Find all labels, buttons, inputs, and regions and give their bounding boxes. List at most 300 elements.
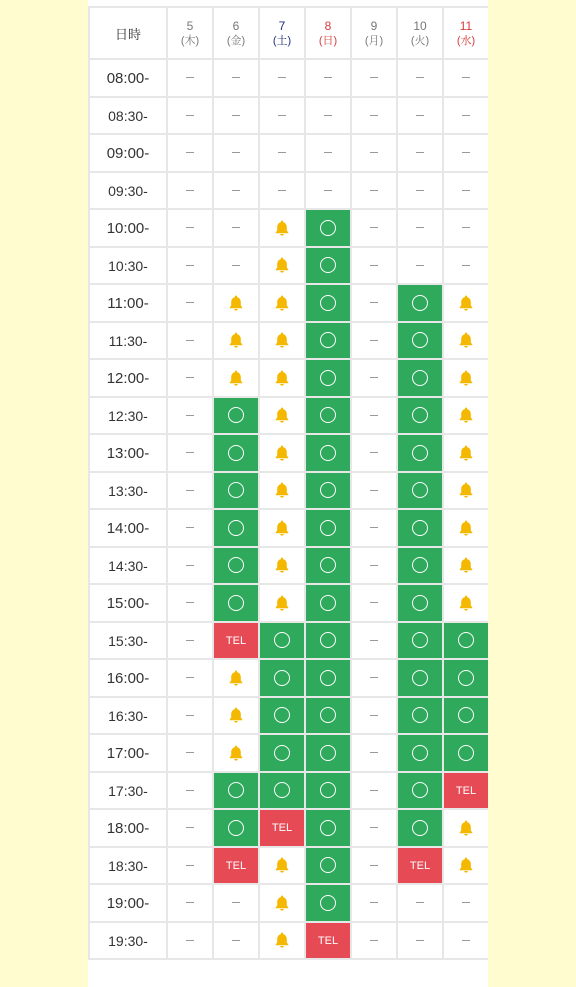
day-number: 9 bbox=[370, 19, 378, 33]
slot-unavailable bbox=[167, 922, 213, 959]
bell-icon bbox=[457, 406, 475, 424]
dash-icon bbox=[416, 77, 424, 78]
slot-available[interactable] bbox=[305, 884, 351, 922]
day-weekday: (水) bbox=[456, 35, 476, 47]
dash-icon bbox=[186, 940, 194, 941]
slot-available[interactable] bbox=[305, 397, 351, 434]
dash-icon bbox=[232, 265, 240, 266]
day-weekday: (木) bbox=[180, 35, 200, 47]
slot-tel[interactable] bbox=[397, 847, 443, 884]
dash-icon bbox=[186, 752, 194, 753]
dash-icon bbox=[370, 640, 378, 641]
slot-available[interactable] bbox=[397, 397, 443, 434]
slot-waitlist[interactable] bbox=[259, 322, 305, 359]
dash-icon bbox=[186, 490, 194, 491]
slot-waitlist[interactable] bbox=[259, 547, 305, 584]
circle-icon bbox=[320, 745, 336, 761]
dash-icon bbox=[370, 340, 378, 341]
slot-available[interactable] bbox=[213, 472, 259, 509]
tel-label: TEL bbox=[271, 822, 293, 834]
dash-icon bbox=[370, 790, 378, 791]
slot-waitlist[interactable] bbox=[213, 734, 259, 772]
slot-unavailable bbox=[213, 884, 259, 922]
time-label: 12:30- bbox=[89, 397, 167, 434]
circle-icon bbox=[412, 370, 428, 386]
slot-unavailable bbox=[167, 547, 213, 584]
slot-tel[interactable] bbox=[213, 847, 259, 884]
circle-icon bbox=[320, 557, 336, 573]
time-row bbox=[89, 134, 488, 172]
slot-available[interactable] bbox=[305, 659, 351, 697]
slot-waitlist[interactable] bbox=[443, 397, 488, 434]
slot-available[interactable] bbox=[305, 434, 351, 472]
slot-unavailable bbox=[167, 247, 213, 284]
dash-icon bbox=[370, 752, 378, 753]
slot-available[interactable] bbox=[397, 809, 443, 847]
circle-icon bbox=[320, 820, 336, 836]
dash-icon bbox=[370, 490, 378, 491]
circle-icon bbox=[412, 407, 428, 423]
bell-icon bbox=[227, 706, 245, 724]
time-label: 18:00- bbox=[89, 809, 167, 847]
slot-waitlist[interactable] bbox=[443, 472, 488, 509]
circle-icon bbox=[320, 220, 336, 236]
tel-label: TEL bbox=[225, 634, 247, 647]
dash-icon bbox=[370, 865, 378, 866]
circle-icon bbox=[228, 445, 244, 461]
slot-unavailable bbox=[167, 172, 213, 209]
time-label: 10:00- bbox=[89, 209, 167, 247]
slot-waitlist[interactable] bbox=[213, 697, 259, 734]
slot-unavailable bbox=[397, 209, 443, 247]
slot-available[interactable] bbox=[259, 734, 305, 772]
circle-icon bbox=[228, 520, 244, 536]
slot-available[interactable] bbox=[397, 772, 443, 809]
day-weekday: (土) bbox=[272, 35, 292, 47]
slot-waitlist[interactable] bbox=[259, 397, 305, 434]
dash-icon bbox=[232, 77, 240, 78]
slot-unavailable bbox=[213, 172, 259, 209]
circle-icon bbox=[320, 632, 336, 648]
circle-icon bbox=[228, 595, 244, 611]
dash-icon bbox=[370, 377, 378, 378]
time-label: 17:30- bbox=[89, 772, 167, 809]
day-header-8 bbox=[305, 7, 351, 59]
slot-unavailable bbox=[443, 884, 488, 922]
slot-waitlist[interactable] bbox=[443, 809, 488, 847]
day-header-10 bbox=[397, 7, 443, 59]
dash-icon bbox=[186, 115, 194, 116]
slot-unavailable bbox=[167, 97, 213, 134]
slot-waitlist[interactable] bbox=[213, 659, 259, 697]
circle-icon bbox=[274, 670, 290, 686]
slot-waitlist[interactable] bbox=[213, 322, 259, 359]
dash-icon bbox=[370, 190, 378, 191]
circle-icon bbox=[228, 782, 244, 798]
time-label: 08:30- bbox=[89, 97, 167, 134]
slot-unavailable bbox=[351, 547, 397, 584]
dash-icon bbox=[232, 902, 240, 903]
slot-waitlist[interactable] bbox=[213, 359, 259, 397]
circle-icon bbox=[320, 857, 336, 873]
slot-waitlist[interactable] bbox=[443, 434, 488, 472]
circle-icon bbox=[458, 632, 474, 648]
slot-unavailable bbox=[397, 97, 443, 134]
slot-available[interactable] bbox=[305, 284, 351, 322]
time-label: 15:30- bbox=[89, 622, 167, 659]
slot-waitlist[interactable] bbox=[259, 847, 305, 884]
slot-unavailable bbox=[167, 472, 213, 509]
slot-unavailable bbox=[305, 59, 351, 97]
slot-waitlist[interactable] bbox=[259, 922, 305, 959]
circle-icon bbox=[412, 745, 428, 761]
day-header-6 bbox=[213, 7, 259, 59]
slot-unavailable bbox=[397, 172, 443, 209]
time-row bbox=[89, 697, 488, 734]
slot-available[interactable] bbox=[259, 622, 305, 659]
slot-available[interactable] bbox=[213, 509, 259, 547]
time-label: 13:00- bbox=[89, 434, 167, 472]
slot-tel[interactable] bbox=[443, 772, 488, 809]
slot-available[interactable] bbox=[305, 322, 351, 359]
slot-available[interactable] bbox=[213, 397, 259, 434]
slot-tel[interactable] bbox=[213, 622, 259, 659]
slot-unavailable bbox=[443, 247, 488, 284]
time-label: 15:00- bbox=[89, 584, 167, 622]
time-row bbox=[89, 734, 488, 772]
slot-unavailable bbox=[443, 922, 488, 959]
bell-icon bbox=[273, 894, 291, 912]
slot-available[interactable] bbox=[305, 472, 351, 509]
slot-waitlist[interactable] bbox=[259, 472, 305, 509]
slot-unavailable bbox=[351, 847, 397, 884]
slot-waitlist[interactable] bbox=[443, 322, 488, 359]
dash-icon bbox=[370, 527, 378, 528]
circle-icon bbox=[412, 707, 428, 723]
slot-unavailable bbox=[443, 172, 488, 209]
slot-unavailable bbox=[351, 884, 397, 922]
bell-icon bbox=[457, 594, 475, 612]
day-number: 11 bbox=[459, 19, 473, 33]
slot-available[interactable] bbox=[305, 547, 351, 584]
bell-icon bbox=[227, 294, 245, 312]
dash-icon bbox=[416, 265, 424, 266]
slot-available[interactable] bbox=[443, 734, 488, 772]
dash-icon bbox=[370, 677, 378, 678]
dash-icon bbox=[186, 190, 194, 191]
bell-icon bbox=[227, 331, 245, 349]
time-row bbox=[89, 209, 488, 247]
circle-icon bbox=[320, 707, 336, 723]
dash-icon bbox=[186, 527, 194, 528]
dash-icon bbox=[186, 77, 194, 78]
slot-unavailable bbox=[351, 734, 397, 772]
time-label: 09:00- bbox=[89, 134, 167, 172]
time-row bbox=[89, 284, 488, 322]
slot-available[interactable] bbox=[397, 509, 443, 547]
slot-unavailable bbox=[397, 134, 443, 172]
slot-available[interactable] bbox=[213, 434, 259, 472]
slot-waitlist[interactable] bbox=[443, 359, 488, 397]
slot-unavailable bbox=[213, 922, 259, 959]
slot-unavailable bbox=[351, 472, 397, 509]
dash-icon bbox=[370, 602, 378, 603]
slot-available[interactable] bbox=[305, 847, 351, 884]
dash-icon bbox=[278, 115, 286, 116]
slot-available[interactable] bbox=[213, 772, 259, 809]
dash-icon bbox=[186, 340, 194, 341]
circle-icon bbox=[412, 520, 428, 536]
slot-available[interactable] bbox=[397, 322, 443, 359]
circle-icon bbox=[274, 632, 290, 648]
dash-icon bbox=[186, 827, 194, 828]
slot-unavailable bbox=[167, 697, 213, 734]
circle-icon bbox=[228, 557, 244, 573]
slot-available[interactable] bbox=[305, 359, 351, 397]
bell-icon bbox=[273, 931, 291, 949]
dash-icon bbox=[278, 152, 286, 153]
day-number: 10 bbox=[413, 19, 427, 33]
dash-icon bbox=[324, 152, 332, 153]
slot-unavailable bbox=[167, 134, 213, 172]
dash-icon bbox=[232, 940, 240, 941]
slot-available[interactable] bbox=[305, 809, 351, 847]
slot-available[interactable] bbox=[397, 659, 443, 697]
slot-unavailable bbox=[259, 97, 305, 134]
day-header-5 bbox=[167, 7, 213, 59]
day-number: 7 bbox=[278, 19, 286, 33]
time-row bbox=[89, 547, 488, 584]
bell-icon bbox=[457, 369, 475, 387]
dash-icon bbox=[278, 190, 286, 191]
slot-waitlist[interactable] bbox=[443, 584, 488, 622]
dash-icon bbox=[370, 940, 378, 941]
slot-available[interactable] bbox=[259, 772, 305, 809]
slot-available[interactable] bbox=[305, 697, 351, 734]
dash-icon bbox=[416, 902, 424, 903]
slot-available[interactable] bbox=[397, 284, 443, 322]
dash-icon bbox=[370, 452, 378, 453]
time-label: 11:30- bbox=[89, 322, 167, 359]
slot-unavailable bbox=[351, 509, 397, 547]
time-row bbox=[89, 397, 488, 434]
circle-icon bbox=[412, 445, 428, 461]
time-label: 13:30- bbox=[89, 472, 167, 509]
time-label: 16:00- bbox=[89, 659, 167, 697]
slot-tel[interactable] bbox=[305, 922, 351, 959]
slot-unavailable bbox=[167, 59, 213, 97]
dash-icon bbox=[232, 190, 240, 191]
dash-icon bbox=[370, 415, 378, 416]
dash-icon bbox=[324, 115, 332, 116]
slot-available[interactable] bbox=[305, 247, 351, 284]
slot-available[interactable] bbox=[259, 697, 305, 734]
slot-available[interactable] bbox=[397, 697, 443, 734]
dash-icon bbox=[232, 115, 240, 116]
slot-unavailable bbox=[351, 809, 397, 847]
slot-unavailable bbox=[167, 847, 213, 884]
dash-icon bbox=[186, 602, 194, 603]
bell-icon bbox=[457, 556, 475, 574]
slot-available[interactable] bbox=[305, 734, 351, 772]
slot-unavailable bbox=[443, 134, 488, 172]
dash-icon bbox=[278, 77, 286, 78]
dash-icon bbox=[186, 902, 194, 903]
slot-available[interactable] bbox=[397, 359, 443, 397]
slot-available[interactable] bbox=[397, 622, 443, 659]
dash-icon bbox=[370, 715, 378, 716]
header-corner: 日時 bbox=[89, 7, 167, 59]
slot-unavailable bbox=[213, 97, 259, 134]
dash-icon bbox=[186, 377, 194, 378]
dash-icon bbox=[462, 77, 470, 78]
bell-icon bbox=[273, 369, 291, 387]
slot-unavailable bbox=[443, 59, 488, 97]
dash-icon bbox=[186, 452, 194, 453]
circle-icon bbox=[320, 407, 336, 423]
time-label: 19:00- bbox=[89, 884, 167, 922]
dash-icon bbox=[232, 227, 240, 228]
day-weekday: (金) bbox=[226, 35, 246, 47]
slot-available[interactable] bbox=[213, 809, 259, 847]
slot-unavailable bbox=[351, 134, 397, 172]
circle-icon bbox=[320, 595, 336, 611]
slot-waitlist[interactable] bbox=[213, 284, 259, 322]
slot-waitlist[interactable] bbox=[259, 434, 305, 472]
dash-icon bbox=[186, 227, 194, 228]
slot-waitlist[interactable] bbox=[443, 547, 488, 584]
circle-icon bbox=[412, 670, 428, 686]
slot-available[interactable] bbox=[397, 472, 443, 509]
slot-waitlist[interactable] bbox=[259, 359, 305, 397]
slot-waitlist[interactable] bbox=[259, 284, 305, 322]
bell-icon bbox=[457, 444, 475, 462]
slot-available[interactable] bbox=[213, 584, 259, 622]
circle-icon bbox=[320, 257, 336, 273]
slot-unavailable bbox=[213, 134, 259, 172]
bell-icon bbox=[273, 594, 291, 612]
slot-waitlist[interactable] bbox=[259, 247, 305, 284]
dash-icon bbox=[370, 902, 378, 903]
slot-available[interactable] bbox=[305, 509, 351, 547]
slot-available[interactable] bbox=[305, 622, 351, 659]
bell-icon bbox=[273, 331, 291, 349]
slot-unavailable bbox=[351, 622, 397, 659]
circle-icon bbox=[320, 670, 336, 686]
circle-icon bbox=[412, 332, 428, 348]
circle-icon bbox=[320, 332, 336, 348]
slot-waitlist[interactable] bbox=[259, 584, 305, 622]
slot-available[interactable] bbox=[397, 434, 443, 472]
slot-unavailable bbox=[351, 97, 397, 134]
bell-icon bbox=[273, 406, 291, 424]
slot-tel[interactable] bbox=[259, 809, 305, 847]
slot-unavailable bbox=[351, 247, 397, 284]
bell-icon bbox=[457, 294, 475, 312]
slot-available[interactable] bbox=[213, 547, 259, 584]
time-row bbox=[89, 847, 488, 884]
slot-waitlist[interactable] bbox=[259, 509, 305, 547]
slot-unavailable bbox=[167, 509, 213, 547]
circle-icon bbox=[412, 482, 428, 498]
slot-unavailable bbox=[213, 209, 259, 247]
circle-icon bbox=[412, 595, 428, 611]
slot-unavailable bbox=[351, 697, 397, 734]
time-label: 09:30- bbox=[89, 172, 167, 209]
circle-icon bbox=[412, 782, 428, 798]
bell-icon bbox=[273, 444, 291, 462]
day-header-7 bbox=[259, 7, 305, 59]
slot-waitlist[interactable] bbox=[259, 209, 305, 247]
dash-icon bbox=[370, 152, 378, 153]
bell-icon bbox=[457, 519, 475, 537]
slot-waitlist[interactable] bbox=[443, 509, 488, 547]
schedule-body bbox=[89, 59, 488, 959]
circle-icon bbox=[412, 295, 428, 311]
slot-available[interactable] bbox=[397, 734, 443, 772]
dash-icon bbox=[370, 827, 378, 828]
slot-waitlist[interactable] bbox=[443, 284, 488, 322]
slot-available[interactable] bbox=[443, 622, 488, 659]
circle-icon bbox=[274, 745, 290, 761]
time-label: 11:00- bbox=[89, 284, 167, 322]
slot-unavailable bbox=[351, 922, 397, 959]
circle-icon bbox=[412, 557, 428, 573]
circle-icon bbox=[320, 445, 336, 461]
time-row bbox=[89, 359, 488, 397]
dash-icon bbox=[416, 940, 424, 941]
slot-available[interactable] bbox=[259, 659, 305, 697]
slot-available[interactable] bbox=[305, 772, 351, 809]
slot-available[interactable] bbox=[305, 584, 351, 622]
slot-unavailable bbox=[167, 359, 213, 397]
dash-icon bbox=[462, 115, 470, 116]
bell-icon bbox=[457, 819, 475, 837]
slot-available[interactable] bbox=[443, 697, 488, 734]
slot-available[interactable] bbox=[443, 659, 488, 697]
circle-icon bbox=[320, 370, 336, 386]
dash-icon bbox=[324, 77, 332, 78]
slot-unavailable bbox=[351, 322, 397, 359]
dash-icon bbox=[370, 302, 378, 303]
dash-icon bbox=[462, 940, 470, 941]
bell-icon bbox=[227, 744, 245, 762]
time-row bbox=[89, 772, 488, 809]
dash-icon bbox=[186, 565, 194, 566]
slot-waitlist[interactable] bbox=[443, 847, 488, 884]
dash-icon bbox=[462, 227, 470, 228]
day-number: 6 bbox=[232, 19, 240, 33]
slot-unavailable bbox=[167, 772, 213, 809]
dash-icon bbox=[186, 152, 194, 153]
circle-icon bbox=[320, 782, 336, 798]
dash-icon bbox=[186, 715, 194, 716]
slot-unavailable bbox=[351, 434, 397, 472]
slot-available[interactable] bbox=[305, 209, 351, 247]
day-weekday: (火) bbox=[410, 35, 430, 47]
circle-icon bbox=[320, 482, 336, 498]
slot-unavailable bbox=[259, 59, 305, 97]
slot-available[interactable] bbox=[397, 547, 443, 584]
slot-available[interactable] bbox=[397, 584, 443, 622]
slot-unavailable bbox=[167, 809, 213, 847]
dash-icon bbox=[324, 190, 332, 191]
slot-unavailable bbox=[213, 247, 259, 284]
time-row bbox=[89, 659, 488, 697]
slot-waitlist[interactable] bbox=[259, 884, 305, 922]
bell-icon bbox=[273, 519, 291, 537]
time-label: 14:30- bbox=[89, 547, 167, 584]
